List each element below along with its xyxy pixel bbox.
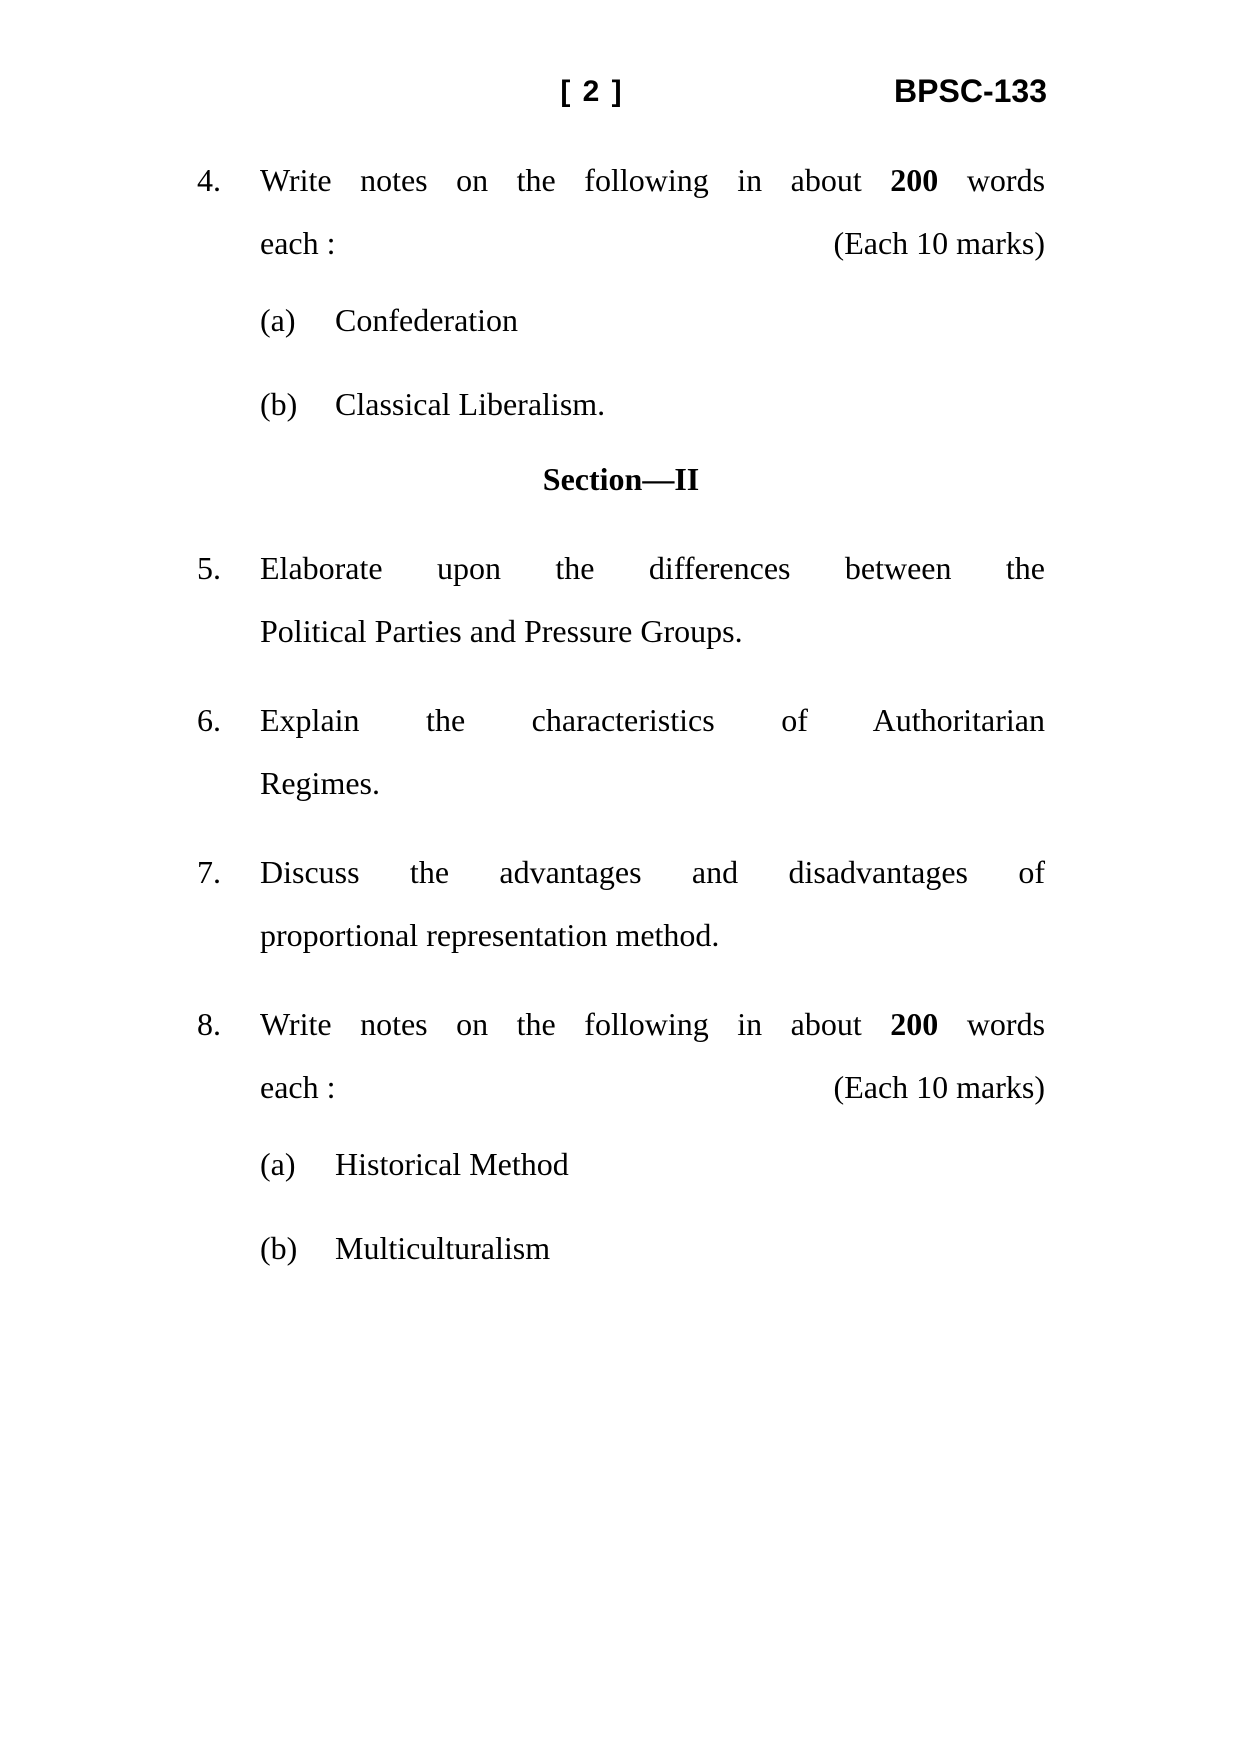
question-7 bbox=[197, 841, 1045, 967]
sub-item-label: (b) bbox=[260, 386, 298, 422]
question-4-body bbox=[260, 149, 1045, 436]
question-4-each-label: each : bbox=[260, 225, 336, 261]
question-6 bbox=[197, 689, 1045, 815]
sub-item-text: Confederation bbox=[335, 302, 519, 338]
question-8-sub-item-b bbox=[260, 1217, 1045, 1280]
question-8-sub-item-a bbox=[260, 1133, 1045, 1196]
question-8-line-2 bbox=[260, 1056, 1045, 1119]
question-paper-content bbox=[197, 149, 1045, 1280]
question-8-each-label: each : bbox=[260, 1069, 336, 1105]
sub-item-label: (b) bbox=[260, 1230, 298, 1266]
question-7-number: 7. bbox=[197, 854, 221, 890]
question-4-sub-item-b bbox=[260, 373, 1045, 436]
question-8-marks-note: (Each 10 marks) bbox=[833, 1069, 1045, 1105]
question-8-number: 8. bbox=[197, 1006, 221, 1042]
question-8-text-pre: Write notes on the following in about bbox=[260, 1006, 862, 1042]
question-4-marks-note: (Each 10 marks) bbox=[833, 225, 1045, 261]
question-6-number: 6. bbox=[197, 702, 221, 738]
question-7-line-1: Discuss the advantages and disadvantages of bbox=[260, 854, 1045, 890]
paper-code: BPSC-133 bbox=[894, 73, 1047, 109]
question-4-text-post: words bbox=[966, 162, 1046, 198]
question-6-line-2: Regimes. bbox=[260, 765, 380, 801]
question-5-line-1: Elaborate upon the differences between the bbox=[260, 550, 1045, 586]
question-5-line-2: Political Parties and Pressure Groups. bbox=[260, 613, 743, 649]
question-5 bbox=[197, 537, 1045, 663]
sub-item-text: Classical Liberalism. bbox=[335, 386, 606, 422]
sub-item-label: (a) bbox=[260, 302, 296, 338]
question-6-body bbox=[260, 689, 1045, 815]
question-8-word-count: 200 bbox=[890, 1006, 939, 1042]
sub-item-label: (a) bbox=[260, 1146, 296, 1182]
question-4-word-count: 200 bbox=[890, 162, 939, 198]
sub-item-text: Multiculturalism bbox=[335, 1230, 551, 1266]
question-4-sub-items bbox=[260, 289, 1045, 436]
question-5-body bbox=[260, 537, 1045, 663]
question-4-sub-item-a bbox=[260, 289, 1045, 352]
question-8-sub-items bbox=[260, 1133, 1045, 1280]
question-8 bbox=[197, 993, 1045, 1280]
question-4-line-1 bbox=[260, 149, 1045, 212]
question-8-body bbox=[260, 993, 1045, 1280]
sub-item-text: Historical Method bbox=[335, 1146, 569, 1182]
question-4-text-pre: Write notes on the following in about bbox=[260, 162, 862, 198]
question-7-line-2: proportional representation method. bbox=[260, 917, 720, 953]
question-8-text-post: words bbox=[966, 1006, 1046, 1042]
question-4-number: 4. bbox=[197, 162, 221, 198]
question-4 bbox=[197, 149, 1045, 436]
question-5-number: 5. bbox=[197, 550, 221, 586]
page-header bbox=[0, 0, 1241, 112]
page-number: [ 2 ] bbox=[560, 75, 624, 108]
question-6-line-1: Explain the characteristics of Authoritarian bbox=[260, 702, 1045, 738]
section-heading: Section—II bbox=[542, 461, 700, 497]
question-8-line-1 bbox=[260, 993, 1045, 1056]
question-4-line-2 bbox=[260, 212, 1045, 275]
question-7-body bbox=[260, 841, 1045, 967]
